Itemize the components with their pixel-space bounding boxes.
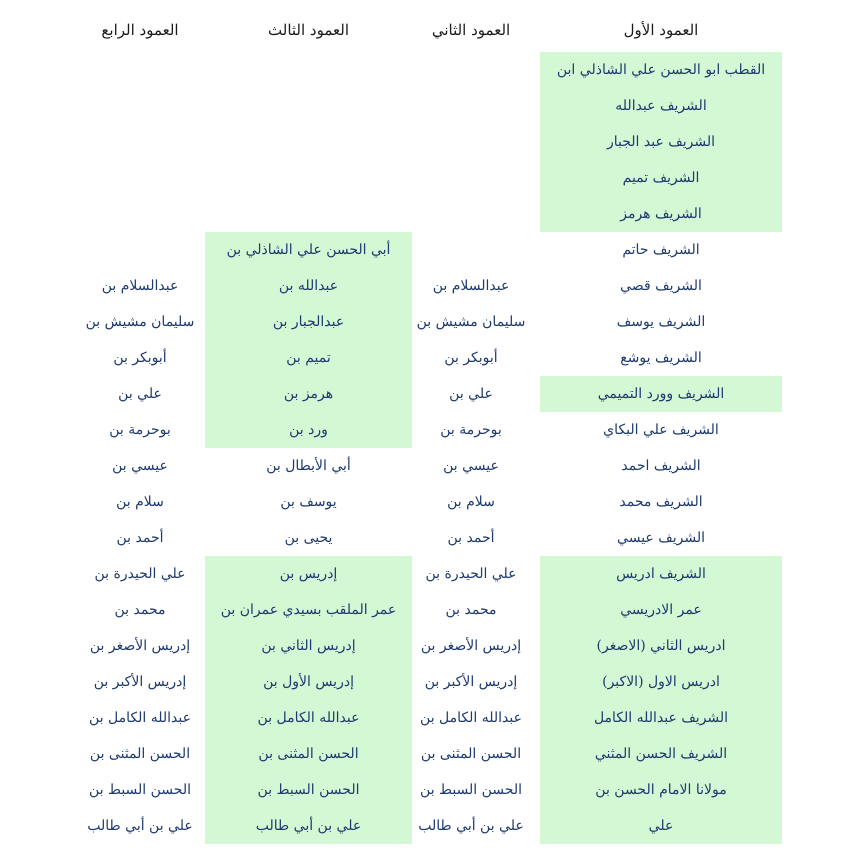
table-cell: الشريف يوسف <box>616 314 706 330</box>
table-cell: الشريف هرمز <box>620 206 702 222</box>
column-header: العمود الثالث <box>268 21 349 39</box>
table-cell: الشريف محمد <box>619 494 703 510</box>
table-cell: علي بن أبي طالب <box>87 818 193 834</box>
table-cell: علي بن أبي طالب <box>255 818 362 834</box>
table-cell: تميم بن <box>286 350 331 366</box>
table-cell: الشريف تميم <box>622 170 700 186</box>
table-cell: إدريس بن <box>279 566 338 582</box>
table-cell: الشريف قصي <box>620 278 702 294</box>
table-cell: محمد بن <box>114 602 166 618</box>
table-cell: عبدالله الكامل بن <box>89 710 191 726</box>
table-cell: بوحرمة بن <box>109 422 171 438</box>
table-cell: الشريف عبدالله الكامل <box>593 710 729 726</box>
table-cell: الحسن المثنى بن <box>89 746 191 762</box>
table-cell: الشريف ادريس <box>616 566 706 582</box>
table-cell: يوسف بن <box>280 494 337 510</box>
table-cell: الحسن السبط بن <box>89 782 191 798</box>
table-cell: الشريف علي البكاي <box>603 422 719 438</box>
table-cell: عبدالله الكامل بن <box>257 710 360 726</box>
table-cell: الشريف يوشع <box>620 350 702 366</box>
table-cell: علي بن أبي طالب <box>418 818 524 834</box>
table-cell: سلام بن <box>116 494 164 510</box>
table-cell: الشريف حاتم <box>622 242 700 258</box>
table-cell: سليمان مشيش بن <box>416 314 526 330</box>
table-cell: علي الحيدرة بن <box>94 566 186 582</box>
column-header: العمود الرابع <box>101 21 179 39</box>
table-cell: علي <box>648 818 674 834</box>
table-cell: علي بن <box>118 386 162 402</box>
table-cell: أبي الحسن علي الشاذلي بن <box>226 242 391 258</box>
table-cell: عيسي بن <box>443 458 499 474</box>
table-cell: عمر الملقب بسيدي عمران بن <box>220 602 397 618</box>
table-cell: علي الحيدرة بن <box>425 566 517 582</box>
table-cell: إدريس الثاني بن <box>261 638 356 654</box>
table-cell: عبدالجبار بن <box>272 314 345 330</box>
table-cell: سليمان مشيش بن <box>85 314 195 330</box>
table-cell: أحمد بن <box>116 530 164 546</box>
table-cell: إدريس الأصغر بن <box>420 638 522 654</box>
table-cell: إدريس الأصغر بن <box>89 638 191 654</box>
table-cell: الشريف احمد <box>621 458 701 474</box>
table-cell: هرمز بن <box>283 386 334 402</box>
table-cell: عبدالسلام بن <box>432 278 510 294</box>
table-cell: بوحرمة بن <box>440 422 502 438</box>
table-cell: ورد بن <box>289 422 328 438</box>
table-cell: الشريف عبدالله <box>615 98 707 114</box>
table-cell: أبوبكر بن <box>444 350 498 366</box>
table-cell: يحيى بن <box>284 530 333 546</box>
table-cell: إدريس الأول بن <box>263 674 354 690</box>
table-cell: عبدالله الكامل بن <box>420 710 522 726</box>
column-header: العمود الثاني <box>431 21 511 39</box>
table-cell: إدريس الأكبر بن <box>93 674 187 690</box>
table-cell: عبدالله بن <box>278 278 339 294</box>
table-cell: الحسن السبط بن <box>257 782 360 798</box>
table-cell: الحسن السبط بن <box>420 782 522 798</box>
table-cell: الشريف عيسي <box>617 530 705 546</box>
table-cell: علي بن <box>449 386 493 402</box>
table-cell: أبوبكر بن <box>113 350 167 366</box>
table-cell: الشريف الحسن المثني <box>594 746 728 762</box>
table-cell: الشريف عبد الجبار <box>606 134 716 150</box>
table-cell: أبي الأبطال بن <box>266 458 351 474</box>
table-cell: ادريس الثاني (الاصغر) <box>596 638 726 654</box>
column-header: العمود الأول <box>623 21 699 39</box>
table-cell: عمر الادريسي <box>620 602 702 618</box>
table-cell: عيسي بن <box>112 458 168 474</box>
table-cell: الحسن المثنى بن <box>258 746 359 762</box>
table-cell: الشريف وورد التميمي <box>597 386 725 402</box>
table-cell: سلام بن <box>447 494 495 510</box>
table-cell: أحمد بن <box>447 530 495 546</box>
table-cell: عبدالسلام بن <box>101 278 179 294</box>
table-cell: مولانا الامام الحسن بن <box>595 782 727 798</box>
table-cell: محمد بن <box>445 602 497 618</box>
table-cell: القطب ابو الحسن علي الشاذلي ابن <box>556 62 766 78</box>
table-cell: إدريس الأكبر بن <box>424 674 518 690</box>
table-cell: ادريس الاول (الاكبر) <box>602 674 720 690</box>
table-cell: الحسن المثنى بن <box>420 746 522 762</box>
